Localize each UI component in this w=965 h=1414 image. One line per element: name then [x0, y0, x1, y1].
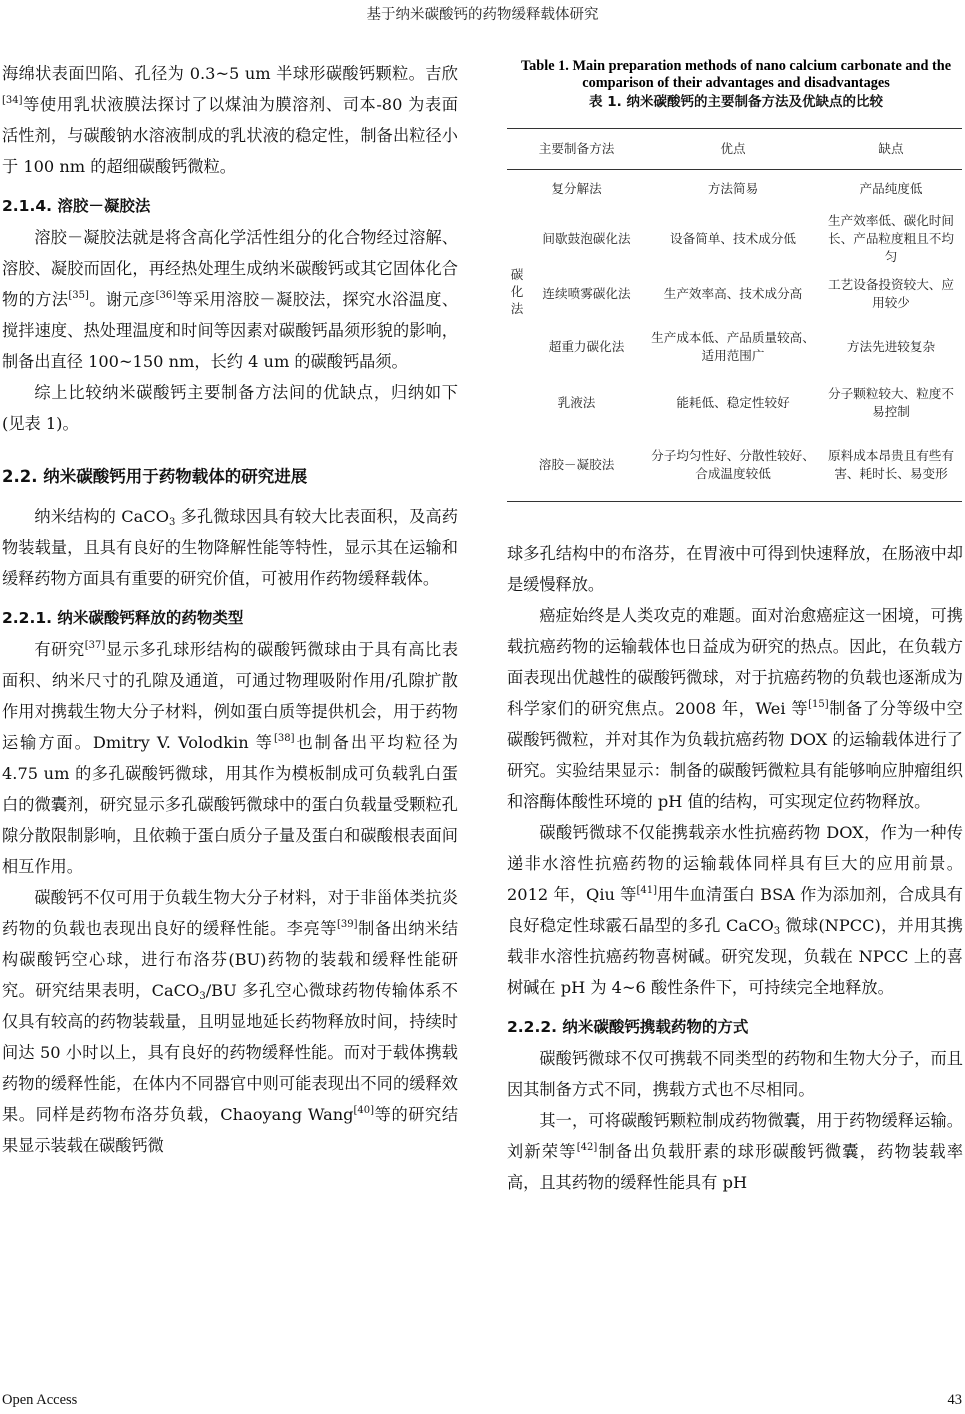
citation-37[interactable]: [37] — [84, 640, 106, 651]
heading-2-1-4: 2.1.4. 溶胶－凝胶法 — [2, 197, 151, 215]
method-cell: 复分解法 — [551, 180, 602, 196]
paragraph-2-2: 纳米结构的 CaCO$_3$ 多孔微球因具有较大比表面积，及高药物装载量，且具有良好的生物降解性能等特性，显示其在运输和缓释药物方面具有重要的研究价值，可被用作药物缓释载体。 — [2, 507, 458, 588]
citation-42[interactable]: [42] — [576, 1142, 598, 1153]
table-row — [507, 430, 962, 502]
method-cell: 乳液法 — [557, 394, 596, 410]
left-column — [2, 58, 458, 1161]
paragraph-microcapsule: 其一，可将碳酸钙颗粒制成药物微囊，用于药物缓释运输。刘新荣等[42]制备出负载肝素的球形碳酸钙微囊，药物装载率高，且其药物的缓释性能具有 pH — [507, 1111, 964, 1192]
citation-40[interactable]: [40] — [353, 1105, 375, 1116]
table-caption-english: Table 1. Main preparation methods of nano calcium carbonate and the comparison of their advantages and disadvantages — [520, 58, 952, 91]
citation-34[interactable]: [34] — [2, 95, 23, 106]
method-cell: 连续喷雾碳化法 — [542, 285, 631, 301]
paragraph-sol-gel: 溶胶－凝胶法就是将含高化学活性组分的化合物经过溶解、溶胶、凝胶而固化，再经热处理生成纳米碳酸钙或其它固体化合物的方法[35]。谢元彦[36]等采用溶胶－凝胶法，探究水浴温度、搅拌速度、热处理温度和时间等因素对碳酸钙晶须形貌的影响，制备出直径 100~150 nm，长约 4 um 的碳酸钙晶须。 — [2, 228, 459, 371]
method-cell: 溶胶－凝胶法 — [507, 430, 646, 502]
table-row — [507, 376, 962, 430]
disadvantage-cell: 生产效率低、碳化时间长、产品粒度粗且不均匀 — [828, 212, 954, 264]
disadvantage-cell: 方法先进较复杂 — [846, 338, 936, 354]
disadvantage-cell: 原料成本昂贵且有些有害、耗时长、易变形 — [820, 430, 962, 502]
citation-15[interactable]: [15] — [808, 699, 829, 710]
table-row — [507, 318, 962, 376]
advantage-cell: 设备简单、技术成分低 — [670, 230, 796, 246]
paragraph-ibuprofen-cont: 球多孔结构中的布洛芬，在胃液中可得到快速释放，在肠液中却是缓慢释放。 — [507, 544, 963, 594]
disadvantage-cell: 工艺设备投资较大、应用较少 — [828, 276, 954, 310]
column-header-disadvantages: 缺点 — [820, 129, 962, 170]
carbonation-group-label: 碳化法 — [510, 267, 524, 316]
paragraph-ibuprofen: 碳酸钙不仅可用于负载生物大分子材料，对于非甾体类抗炎药物的负载也表现出良好的缓释性能。李亮等[39]制备出纳米结构碳酸钙空心球，进行布洛芬(BU)药物的装载和缓释性能研究。研究结果表明，CaCO$_3$/BU 多孔空心微球药物传输体系不仅具有较高的药物装载量，且明显地延长药物释放时间，持续时间达 50 小时以上，具有良好的药物缓释性能。而对于载体携载药物的缓释性能，在体内不同器官中则可能表现出不同的缓释效果。同样是药物布洛芬负载，Chaoyang Wang[40]等的研究结果显示装载在碳酸钙微 — [2, 888, 459, 1155]
citation-39[interactable]: [39] — [336, 919, 358, 930]
comparison-table — [507, 128, 962, 502]
table-caption — [507, 58, 965, 112]
footer-open-access: Open Access — [2, 1392, 78, 1408]
column-header-advantages: 优点 — [646, 129, 820, 170]
disadvantage-cell: 分子颗粒较大、粒度不易控制 — [828, 385, 954, 419]
heading-2-2: 2.2. 纳米碳酸钙用于药物载体的研究进展 — [2, 467, 308, 486]
paragraph-porous-microsphere: 有研究[37]显示多孔球形结构的碳酸钙微球由于具有高比表面积、纳米尺寸的孔隙及通道，可通过物理吸附作用/孔隙扩散作用对携载生物大分子材料，例如蛋白质等提供机会，用于药物运输方面。Dmitry V. Volodkin 等[38]也制备出平均粒径为 4.75 um 的多孔碳酸钙微球，用其作为模板制成可负载乳白蛋白的微囊剂，研究显示多孔碳酸钙微球中的蛋白负载量受颗粒孔隙分散限制影响，且依赖于蛋白质分子量及蛋白和碳酸根表面间相互作用。 — [2, 640, 459, 876]
citation-35[interactable]: [35] — [68, 290, 89, 301]
paragraph-summary: 综上比较纳米碳酸钙主要制备方法间的优缺点，归纳如下(见表 1)。 — [2, 383, 458, 433]
method-cell: 超重力碳化法 — [548, 338, 625, 354]
column-header-method: 主要制备方法 — [507, 129, 646, 170]
paragraph-dox: 碳酸钙微球不仅能携载亲水性抗癌药物 DOX，作为一种传递非水溶性抗癌药物的运输载体同样具有巨大的应用前景。2012 年，Qiu 等[41]用牛血清蛋白 BSA 作为添加剂，合成具有良好稳定性球霰石晶型的多孔 CaCO$_3$ 微球(NPCC)，并用其携载非水溶性抗癌药物喜树碱。研究发现，负载在 NPCC 上的喜树碱在 pH 为 4~6 酸性条件下，可持续完全地释放。 — [507, 823, 963, 997]
advantage-cell: 分子均匀性好、分散性较好、合成温度较低 — [646, 430, 820, 502]
advantage-cell: 能耗低、稳定性较好 — [676, 394, 790, 410]
paragraph-cancer: 癌症始终是人类攻克的难题。面对治愈癌症这一困境，可携载抗癌药物的运输载体也日益成为研究的热点。因此，在负载方面表现出优越性的碳酸钙微球，对于抗癌药物的负载也逐渐成为科学家们的研究焦点。2008 年，Wei 等[15]制备了分等级中空碳酸钙微粒，并对其作为负载抗癌药物 DOX 的运输载体进行了研究。实验结果显示：制备的碳酸钙微粒具有能够响应肿瘤组织和溶酶体酸性环境的 pH 值的结构，可实现定位药物释放。 — [507, 606, 963, 811]
paragraph-2-2-2: 碳酸钙微球不仅可携载不同类型的药物和生物大分子，而且因其制备方式不同，携载方式也不尽相同。 — [507, 1049, 963, 1099]
citation-36[interactable]: [36] — [155, 290, 177, 301]
table-row — [507, 170, 962, 208]
heading-2-2-1: 2.2.1. 纳米碳酸钙释放的药物类型 — [2, 609, 244, 627]
page-number: 43 — [947, 1392, 962, 1408]
method-cell: 间歇鼓泡碳化法 — [542, 230, 631, 246]
advantage-cell: 生产成本低、产品质量较高、适用范围广 — [651, 329, 815, 363]
citation-41[interactable]: [41] — [636, 885, 658, 896]
right-column — [507, 538, 963, 1198]
table-row — [507, 270, 962, 318]
table-header-row — [507, 129, 962, 170]
heading-2-2-2: 2.2.2. 纳米碳酸钙携载药物的方式 — [507, 1018, 749, 1036]
disadvantage-cell: 产品纯度低 — [859, 180, 923, 196]
table-caption-chinese: 表 1. 纳米碳酸钙的主要制备方法及优缺点的比较 — [589, 94, 883, 110]
advantage-cell: 方法简易 — [707, 180, 759, 196]
advantage-cell: 生产效率高、技术成分高 — [663, 285, 803, 301]
paragraph-emulsion-method: 海绵状表面凹陷、孔径为 0.3~5 um 半球形碳酸钙颗粒。吉欣[34]等使用乳状液膜法探讨了以煤油为膜溶剂、司本-80 为表面活性剂，与碳酸钠水溶液制成的乳状液的稳定性，制备出粒径小于 100 nm 的超细碳酸钙微粒。 — [2, 64, 458, 176]
citation-38[interactable]: [38] — [273, 733, 295, 744]
running-header: 基于纳米碳酸钙的药物缓释载体研究 — [366, 7, 599, 23]
table-row — [507, 208, 962, 270]
